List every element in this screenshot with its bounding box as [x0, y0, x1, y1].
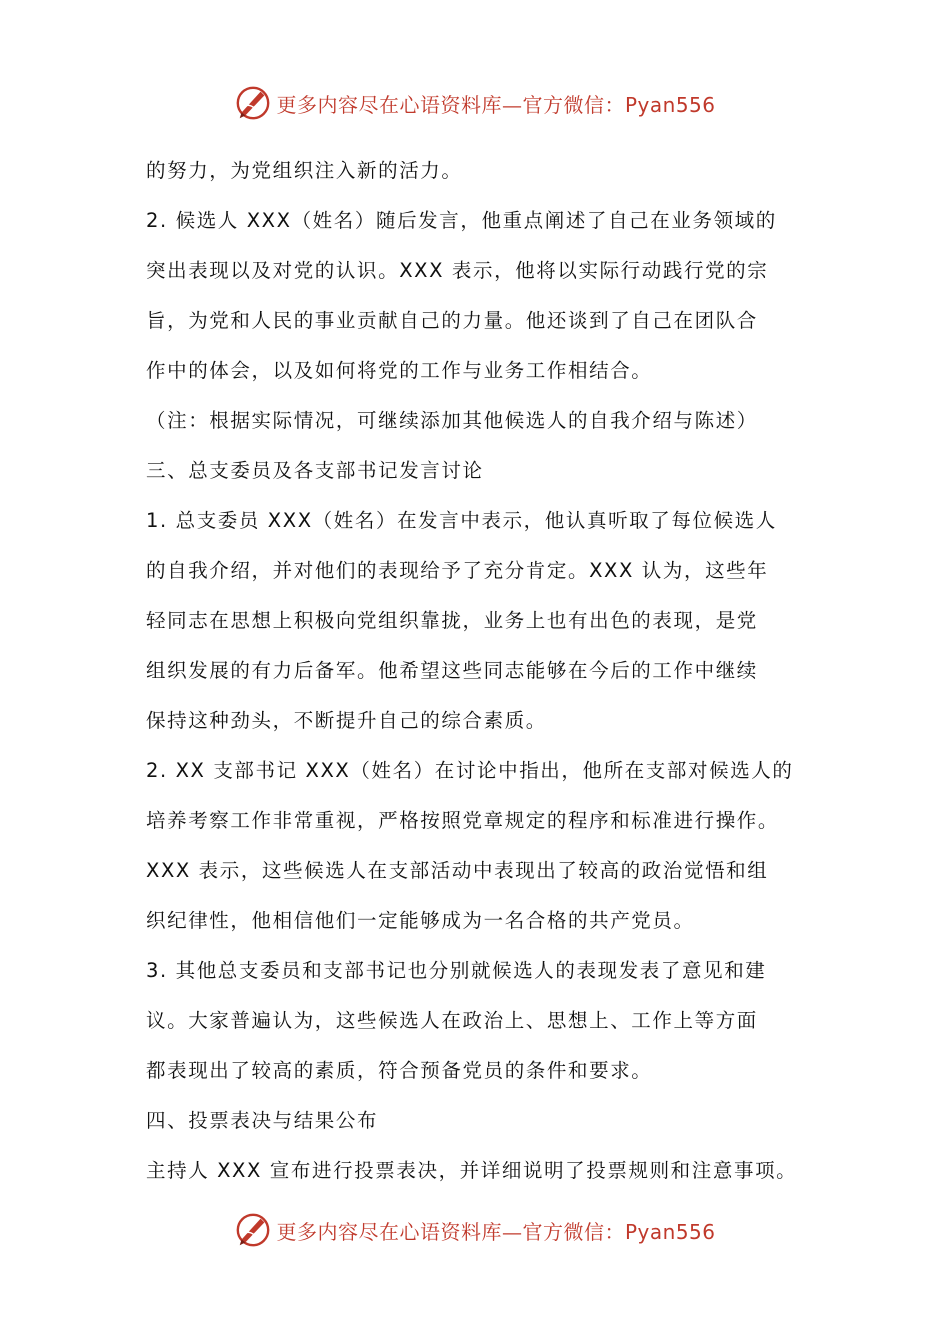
watermark-text: 更多内容尽在心语资料库—官方微信：Pyan556 [276, 1219, 716, 1244]
pen-logo-icon [234, 1211, 272, 1249]
text-line: 轻同志在思想上积极向党组织靠拢，业务上也有出色的表现，是党 [146, 609, 758, 632]
text-line: 议。大家普遍认为，这些候选人在政治上、思想上、工作上等方面 [146, 1009, 758, 1032]
text-line: 旨，为党和人民的事业贡献自己的力量。他还谈到了自己在团队合 [146, 309, 758, 332]
text-line: 1. 总支委员 XXX（姓名）在发言中表示，他认真听取了每位候选人 [146, 509, 777, 532]
text-line: 2. XX 支部书记 XXX（姓名）在讨论中指出，他所在支部对候选人的 [146, 759, 794, 782]
text-line: 2. 候选人 XXX（姓名）随后发言，他重点阐述了自己在业务领域的 [146, 209, 777, 232]
text-line: 的努力，为党组织注入新的活力。 [146, 159, 463, 182]
text-line: 作中的体会，以及如何将党的工作与业务工作相结合。 [146, 359, 653, 382]
text-line: 主持人 XXX 宣布进行投票表决，并详细说明了投票规则和注意事项。 [146, 1159, 798, 1182]
pen-logo-icon [234, 84, 272, 122]
text-line: 的自我介绍，并对他们的表现给予了充分肯定。XXX 认为，这些年 [146, 559, 769, 582]
note-line: （注：根据实际情况，可继续添加其他候选人的自我介绍与陈述） [146, 409, 758, 432]
watermark-text: 更多内容尽在心语资料库—官方微信：Pyan556 [276, 92, 716, 117]
text-line: 3. 其他总支委员和支部书记也分别就候选人的表现发表了意见和建 [146, 959, 767, 982]
wechat-id: Pyan556 [624, 1219, 716, 1244]
text-line: 突出表现以及对党的认识。XXX 表示，他将以实际行动践行党的宗 [146, 259, 769, 282]
section-heading: 四、投票表决与结果公布 [146, 1109, 379, 1132]
header-watermark [0, 83, 950, 123]
text-line: XXX 表示，这些候选人在支部活动中表现出了较高的政治觉悟和组 [146, 859, 769, 882]
text-line: 都表现出了较高的素质，符合预备党员的条件和要求。 [146, 1059, 653, 1082]
wechat-id: Pyan556 [624, 92, 716, 117]
document-body [146, 146, 816, 1196]
section-heading: 三、总支委员及各支部书记发言讨论 [146, 459, 484, 482]
footer-watermark [0, 1210, 950, 1250]
text-line: 培养考察工作非常重视，严格按照党章规定的程序和标准进行操作。 [146, 809, 780, 832]
text-line: 保持这种劲头，不断提升自己的综合素质。 [146, 709, 547, 732]
text-line: 组织发展的有力后备军。他希望这些同志能够在今后的工作中继续 [146, 659, 758, 682]
text-line: 织纪律性，他相信他们一定能够成为一名合格的共产党员。 [146, 909, 695, 932]
